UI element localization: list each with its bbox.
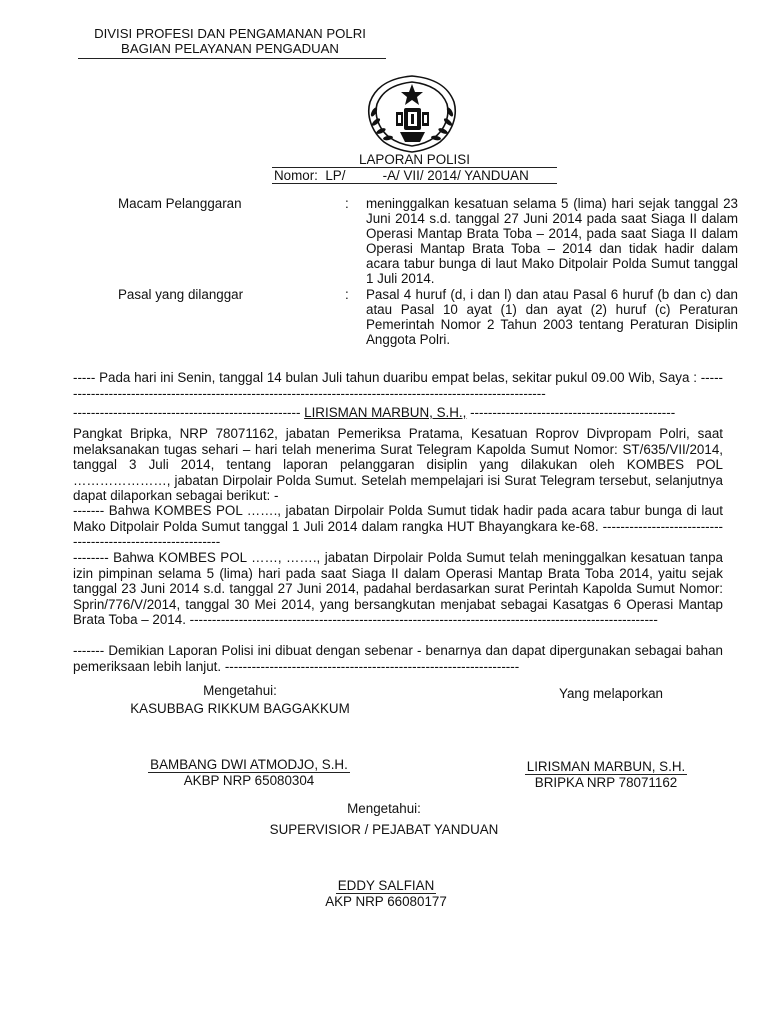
bottom-signer [308,878,464,909]
bottom-signature-block [234,801,534,837]
opening-text: ----- Pada hari ini Senin, tanggal 14 bulan Juli tahun duaribu empat belas, sekitar pukul 09.00 Wib, Saya : --------------------------------------------------------------------------------------------------------------- [73,370,723,401]
header-section: BAGIAN PELAYANAN PENGADUAN [121,41,339,56]
bottom-signer-name: EDDY SALFIAN [337,878,435,893]
polri-emblem-logo [360,72,465,154]
violation-type-colon: : [345,196,349,211]
left-known-label: Mengetahui: [203,683,277,698]
left-signature-block [118,683,362,716]
reporter-name: LIRISMAN MARBUN, S.H., [304,405,467,420]
reporter-name-line [73,405,723,420]
dash-right: ---------------------------------------------- [466,405,676,420]
left-signer [134,757,364,788]
right-known-label: Yang melaporkan [559,686,663,701]
closing-paragraph [73,643,723,674]
document-header [72,26,388,56]
right-signer-name: LIRISMAN MARBUN, S.H. [526,759,686,774]
violation-type-text: meninggalkan kesatuan selama 5 (lima) hari sejak tanggal 23 Juni 2014 s.d. tanggal 27 Juni 2014 pada saat Siaga II dalam Operasi Mantap Brata Toba – 2014, pada saat Siaga II dalam Operasi Mantap Brata Toba – 2014 dan tidak hadir dalam acara tabur bunga di laut Mako Ditpolair Polda Sumut tanggal 1 Juli 2014. [366,196,738,286]
dash-left: --------------------------------------------------- [73,405,305,420]
report-number: Nomor: LP/ -A/ VII/ 2014/ YANDUAN [272,168,557,184]
left-signer-name: BAMBANG DWI ATMODJO, S.H. [150,757,348,772]
point-two-paragraph [73,550,723,628]
polri-emblem-icon [360,72,465,154]
point-one-paragraph [73,503,723,550]
violation-type-label: Macam Pelanggaran [118,196,242,211]
closing-text: ------- Demikian Laporan Polisi ini dibuat dengan sebenar - benarnya dan dapat dipergunakan sebagai bahan pemeriksaan lebih lanjut. ------------------------------------------------------------------ [73,643,723,674]
report-title: LAPORAN POLISI [272,152,557,168]
point-one-text: ------- Bahwa KOMBES POL ……., jabatan Dirpolair Polda Sumut tidak hadir pada acara tabur bunga di laut Mako Ditpolair Polda Sumut tanggal 1 Juli 2014 dalam rangka HUT Bhayangkara ke-68. ------------------------------------------------------------ [73,503,723,549]
opening-paragraph [73,370,723,401]
article-violated-text: Pasal 4 huruf (d, i dan l) dan atau Pasal 6 huruf (b dan c) dan atau Pasal 10 ayat (1) dan ayat (2) huruf (c) Peraturan Pemerintah Nomor 2 Tahun 2003 tentang Peraturan Disiplin Anggota Polri. [366,287,738,347]
left-signer-title: KASUBBAG RIKKUM BAGGAKKUM [130,701,350,716]
article-violated-label: Pasal yang dilanggar [118,287,244,302]
point-two-text: -------- Bahwa KOMBES POL ……, ……., jabatan Dirpolair Polda Sumut telah meninggalkan kesatuan tanpa izin pimpinan selama 5 (lima) hari pada saat Siaga II dalam Operasi Mantap Brata Toba 2014, yaitu sejak tanggal 23 Juni 2014 s.d. tanggal 27 Juni 2014, padahal berdasarkan surat Perintah Kapolda Sumut Nomor: Sprin/776/V/2014, tanggal 30 Mei 2014, yang bersangkutan menjabat sebagai Kasatgas 6 Operasi Mantap Brata Toba – 2014. --------------------------------------------------------------------------------------------------------- [73,550,723,627]
right-signer [512,759,700,790]
bottom-known-label: Mengetahui: [347,801,421,816]
report-title-block [272,152,557,184]
bottom-signer-rank: AKP NRP 66080177 [325,894,447,909]
intro-text: Pangkat Bripka, NRP 78071162, jabatan Pemeriksa Pratama, Kesatuan Roprov Divpropam Polri, saat melaksanakan tugas sehari – hari telah menerima Surat Telegram Kapolda Sumut Nomor: ST/635/VII/2014, tanggal 3 Juli 2014, tentang laporan pelanggaran disiplin yang dilakukan oleh KOMBES POL …………………, jabatan Dirpolair Polda Sumut. Setelah mempelajari isi Surat Telegram tersebut, selanjutnya dapat dilaporkan sebagai berikut: - [73,426,723,503]
intro-paragraph [73,426,723,504]
article-violated-colon: : [345,287,349,302]
header-division: DIVISI PROFESI DAN PENGAMANAN POLRI [94,26,366,41]
bottom-signer-title: SUPERVISIOR / PEJABAT YANDUAN [269,822,499,837]
left-signer-rank: AKBP NRP 65080304 [183,773,315,788]
header-underline [78,58,386,59]
right-signer-rank: BRIPKA NRP 78071162 [534,775,678,790]
